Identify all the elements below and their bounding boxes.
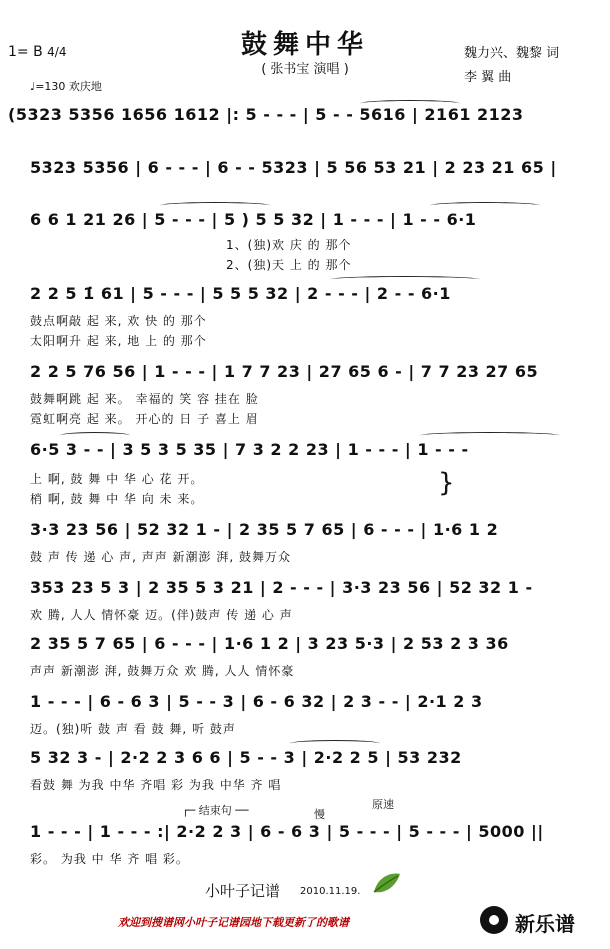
score-row-8: 353 23 5 3 | 2 35 5 3 21 | 2 - - - | 3·3 23 56 | 52 32 1 - [30,578,533,597]
composer-credit: 李 翼 曲 [464,70,512,85]
transcriber-signature: 小叶子记谱 [205,882,281,900]
slur [160,202,270,209]
transcription-date: 2010.11.19. [300,886,361,897]
performer-subtitle: ( 张书宝 演唱 ) [261,62,349,77]
lyric-row-11: 看鼓 舞 为我 中华 齐唱 彩 为我 中华 齐 唱 [30,778,282,792]
score-row-9: 2 35 5 7 65 | 6 - - - | 1·6 1 2 | 3 23 5·3 | 2 53 2 3 36 [30,634,509,653]
slur [60,432,130,439]
ending-label: 结束句 [198,804,232,817]
lyric-row-4-verse-1: 鼓点啊敲 起 来, 欢 快 的 那个 [30,314,207,328]
slur [420,432,560,439]
score-row-10: 1 - - - | 6 - 6 3 | 5 - - 3 | 6 - 6 32 | 2 3 - - | 2·1 2 3 [30,692,483,711]
score-row-5: 2 2 5 76 56 | 1 - - - | 1 7 7 23 | 27 65 6 - | 7 7 23 27 65 [30,362,539,381]
score-row-4: 2 2 5 1̇ 61 | 5 - - - | 5 5 5 32 | 2 - - - | 2 - - 6·1 [30,284,451,303]
lyric-row-12: 彩。 为我 中 华 齐 唱 彩。 [30,852,189,866]
key-label: 1= B [8,44,43,60]
lyric-row-9: 声声 新潮澎 湃, 鼓舞万众 欢 腾, 人人 情怀豪 [30,664,295,678]
slur [330,276,480,283]
score-row-3: 6 6 1 21 26 | 5 - - - | 5 ) 5 5 32 | 1 - - - | 1 - - 6·1 [30,210,477,229]
slur [360,100,460,107]
score-row-1: (5323 5356 1656 1612 |: 5 - - - | 5 - - 5616 | 2161 2123 [8,105,524,124]
lyric-row-6-verse-1: 上 啊, 鼓 舞 中 华 心 花 开。 [30,472,204,486]
slur [290,740,380,747]
brand-name: 新乐谱 [515,912,575,936]
lyric-row-5-verse-1: 鼓舞啊跳 起 来。 幸福的 笑 容 挂在 脸 [30,392,259,406]
score-row-12: 1 - - - | 1 - - - :| 2·2 2 3 | 6 - 6 3 | 5 - - - | 5 - - - | 5000 || [30,822,544,841]
record-logo-icon [480,906,508,934]
slow-marker: 慢 [314,808,325,821]
lyric-row-3-verse-1: 1、(独)欢 庆 的 那个 [226,238,352,252]
song-title: 鼓舞中华 [240,30,369,60]
verse-brace: } [438,468,455,498]
lyric-row-10: 迈。(独)听 鼓 声 看 鼓 舞, 听 鼓声 [30,722,236,736]
leaf-icon [372,870,402,896]
tempo-marking: ♩=130 欢庆地 [30,80,102,93]
lyric-row-3-verse-2: 2、(独)天 上 的 那个 [226,258,352,272]
time-signature: 4/4 [47,45,67,59]
score-row-2: 5323 5356 | 6 - - - | 6 - - 5323 | 5 56 53 21 | 2 23 21 65 | [30,158,557,177]
score-row-11: 5 32 3 - | 2·2 2 3 6 6 | 5 - - 3 | 2·2 2 5 | 53 232 [30,748,462,767]
lyric-row-8: 欢 腾, 人人 情怀豪 迈。(伴)鼓声 传 递 心 声 [30,608,293,622]
lyric-row-5-verse-2: 霓虹啊亮 起 来。 开心的 日 子 喜上 眉 [30,412,259,426]
slur [430,202,540,209]
score-row-6: 6·5 3 - - | 3 5 3 5 35 | 7 3 2 2 23 | 1 - - - | 1 - - - [30,440,469,459]
lyric-row-4-verse-2: 太阳啊升 起 来, 地 上 的 那个 [30,334,207,348]
lyric-row-6-verse-2: 梢 啊, 鼓 舞 中 华 向 未 来。 [30,492,204,506]
lyric-row-7: 鼓 声 传 递 心 声, 声声 新潮澎 湃, 鼓舞万众 [30,550,291,564]
lyricist-credit: 魏力兴、魏黎 词 [464,46,560,61]
footer-notice: 欢迎到搜谱网小叶子记谱园地下载更新了的歌谱 [118,916,349,929]
ending-marker: ┌─ 结束句 ── [182,804,249,817]
original-tempo-marker: 原速 [372,798,394,811]
score-row-7: 3·3 23 56 | 52 32 1 - | 2 35 5 7 65 | 6 - - - | 1·6 1 2 [30,520,499,539]
